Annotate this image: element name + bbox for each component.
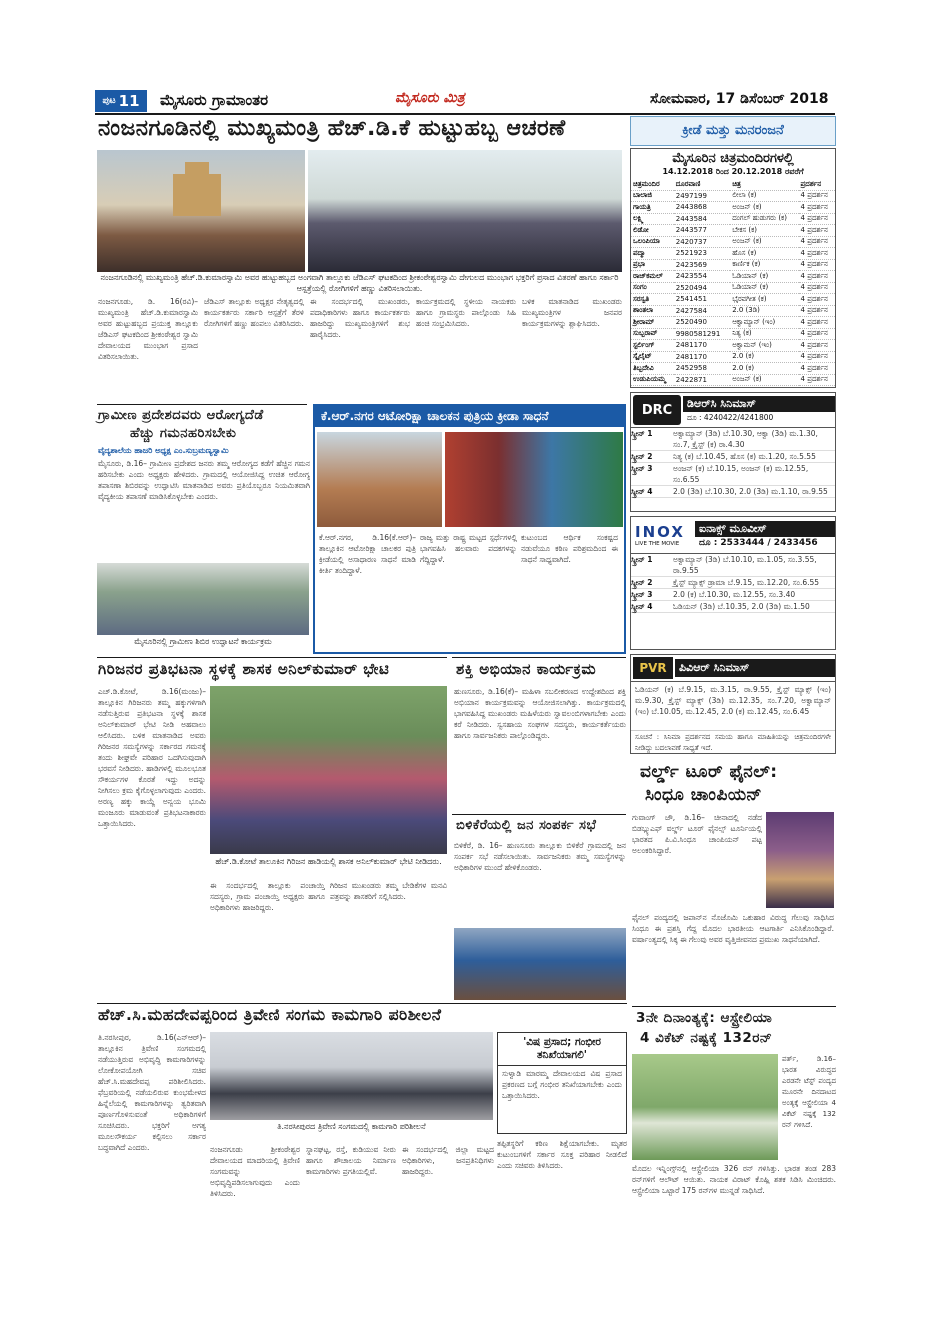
cinema-cell: 2481170 — [674, 340, 730, 352]
cinema-row — [631, 340, 835, 352]
story3-body-col3: ಕುಟುಂಬದ ಆರ್ಥಿಕ ಸಂಕಷ್ಟದ ನಡುವೆಯೂ ಕಠಿಣ ಪರಿಶ್ರಮದಿಂದ ಈ ಸಾಧನೆ ಸಾಧ್ಯವಾಗಿದೆ. — [521, 533, 618, 564]
pvr-panel — [630, 654, 836, 754]
cinema-cell: ಸುಬ್ಬರಾವ್ — [631, 328, 674, 340]
cinema-row — [631, 305, 835, 317]
cinema-cell: 4 ಪ್ರದರ್ಶನ — [799, 294, 835, 306]
inox-logo: INOX — [635, 523, 685, 541]
cinema-cell: 2.0 (3ಡಿ) — [730, 305, 798, 317]
cinema-cell — [799, 386, 835, 389]
cinema-cell: 4 ಪ್ರದರ್ಶನ — [799, 259, 835, 271]
cinema-cell: ಅಂಜನ್ (ಕ) — [730, 374, 798, 386]
cinema-notice: ಸೂಚನೆ : ಸಿನಿಮಾ ಪ್ರದರ್ಶನದ ಸಮಯ ಹಾಗೂ ಮಾಹಿತಿಯನ್ನು ಚಿತ್ರಮಂದಿರಗಳೇ ನೀಡಿದ್ದು ಬದಲಾವಣೆ ಸಾಧ್ಯತೆ ಇದೆ. — [631, 730, 835, 754]
story4-body-col2: ಈ ಸಂದರ್ಭದಲ್ಲಿ ತಾಲ್ಲೂಕು ಪಂಚಾಯ್ತಿ ಸದಸ್ಯರು, ಗ್ರಾಮ ಪಂಚಾಯ್ತಿ ಅಧ್ಯಕ್ಷರು ಹಾಗೂ ಅಧಿಕಾರಿಗಳು ಹಾಜರಿದ್ದರು. — [210, 881, 325, 912]
cinema-list-panel — [630, 148, 836, 388]
hurdles-photo — [317, 432, 442, 527]
cinema-row — [631, 248, 835, 260]
cinema-cell: 2.0 (ಕ) — [730, 351, 798, 363]
cinema-cell: ದಂಗಲ್ ಹುಡುಗರು (ಕ) — [730, 213, 798, 225]
cinema-row — [631, 259, 835, 271]
screen-label: ಸ್ಕ್ರೀನ್ 1 — [631, 429, 653, 438]
cinema-cell: 4 ಪ್ರದರ್ಶನ — [799, 305, 835, 317]
cinema-cell: ಪದ್ಮಾ — [631, 248, 674, 260]
cinema-row — [631, 294, 835, 306]
cinema-cell: 4 ಪ್ರದರ್ಶನ — [799, 328, 835, 340]
sports2-body-intro: ಪರ್ತ್, ಡಿ.16– ಭಾರತ ವಿರುದ್ಧದ ಎರಡನೇ ಟೆಸ್ಟ್ ಪಂದ್ಯದ ಮೂರನೇ ದಿನದಾಟದ ಅಂತ್ಯಕ್ಕೆ ಆಸ್ಟ್ರೇಲಿಯಾ 4 ವಿಕೆಟ್ ನಷ್ಟಕ್ಕೆ 132 ರನ್ ಗಳಿಸಿದೆ. — [782, 1055, 836, 1129]
showtime-row — [631, 463, 835, 486]
pvr-title: ಪಿವಿಆರ್ ಸಿನಿಮಾಸ್ — [675, 659, 835, 677]
screen-shows: 2.0 (ಕ) ಬೆ.10.30, ಮ.12.55, ಸಂ.3.40 — [673, 590, 796, 599]
cinema-col-header: ದೂರವಾಣಿ — [674, 179, 730, 190]
cinema-cell: 4 ಪ್ರದರ್ಶನ — [799, 317, 835, 329]
inox-tagline: LIVE THE MOVIE — [635, 541, 680, 547]
cinema-list-title: ಮೈಸೂರಿನ ಚಿತ್ರಮಂದಿರಗಳಲ್ಲಿ — [672, 151, 794, 166]
lead-caption: ನಂಜನಗೂಡಿನಲ್ಲಿ ಮುಖ್ಯಮಂತ್ರಿ ಹೆಚ್.ಡಿ.ಕುಮಾರಸ್ವಾಮಿ ಅವರ ಹುಟ್ಟುಹಬ್ಬದ ಅಂಗವಾಗಿ ತಾಲ್ಲೂಕು ಜೆಡಿಎಸ್ ಘಟಕದಿಂದ ಶ್ರೀಕಂಠೇಶ್ವರಸ್ವಾಮಿ ದೇಗುಲದ ಮುಂಭಾಗ ಭಕ್ತರಿಗೆ ಪ್ರಸಾದ ವಿತರಣೆ ಹಾಗೂ ಸರ್ಕಾರಿ ಆಸ್ಪತ್ರೆಯಲ್ಲಿ ರೋಗಿಗಳಿಗೆ ಹಣ್ಣು ವಿತರಿಸಲಾಯಿತು. — [100, 273, 619, 293]
cinema-cell: 2427584 — [674, 305, 730, 317]
cinema-cell: 2443584 — [674, 213, 730, 225]
cinema-cell: 2423569 — [674, 259, 730, 271]
cinema-row — [631, 374, 835, 386]
cinema-cell: 2.0 (ಕ) — [730, 363, 798, 375]
cinema-cell: ಶಾಂತಲಾ — [631, 305, 674, 317]
cinema-cell: ಸರಸ್ವತಿ — [631, 294, 674, 306]
cinema-cell: 4 ಪ್ರದರ್ಶನ — [799, 236, 835, 248]
sports2-headline-line2: 4 ವಿಕೆಟ್ ನಷ್ಟಕ್ಕೆ 132ರನ್ — [640, 1030, 773, 1046]
story3-body-col1: ಕೆ.ಆರ್.ನಗರ, ಡಿ.16(ಕೆ.ಆರ್)– ತಾಲ್ಲೂಕಿನ ಆಟೋರಿಕ್ಷಾ ಚಾಲಕರ ಪುತ್ರಿ ಕ್ರೀಡೆಯಲ್ಲಿ ಅಸಾಧಾರಣ ಸಾಧನೆ ಮಾಡಿ ಕೀರ್ತಿ ತಂದಿದ್ದಾಳೆ. — [319, 533, 416, 575]
rule-story7 — [97, 1003, 627, 1004]
cinema-cell: ಪ್ರಭಾ — [631, 259, 674, 271]
inox-phone: ದೂ : 2533444 / 2433456 — [699, 538, 818, 548]
cinema-cell: 4 ಪ್ರದರ್ಶನ — [799, 190, 835, 202]
quote-box — [497, 1032, 627, 1134]
page-number-badge — [95, 90, 147, 112]
sports1-headline-line1: ವರ್ಲ್ಡ್ ಟೂರ್ ಫೈನಲ್: — [640, 762, 778, 782]
sidebar-banner-text: ಕ್ರೀಡೆ ಮತ್ತು ಮನರಂಜನೆ — [682, 123, 784, 138]
page-prefix: ಪುಟ — [102, 96, 116, 106]
showtime-row — [631, 577, 835, 589]
screen-label: ಸ್ಕ್ರೀನ್ 4 — [631, 487, 653, 496]
page-number: 11 — [118, 92, 140, 110]
cinema-cell — [631, 386, 674, 389]
inspection-photo — [210, 1032, 493, 1120]
cinema-cell: ಗಾಯತ್ರಿ — [631, 202, 674, 214]
cinema-row — [631, 202, 835, 214]
screen-label: ಸ್ಕ್ರೀನ್ 2 — [631, 578, 653, 587]
family-photo — [445, 432, 623, 527]
sports2-body: ಮೊದಲ ಇನ್ನಿಂಗ್ಸ್‌ನಲ್ಲಿ ಆಸ್ಟ್ರೇಲಿಯಾ 326 ರನ್ ಗಳಿಸಿತ್ತು. ಭಾರತ ತಂಡ 283 ರನ್‌ಗಳಿಗೆ ಆಲೌಟ್ ಆಯಿತು. ನಾಯಕ ವಿರಾಟ್ ಕೊಹ್ಲಿ ಶತಕ ಸಿಡಿಸಿ ಮಿಂಚಿದರು. ಆಸ್ಟ್ರೇಲಿಯಾ ಒಟ್ಟಾರೆ 175 ರನ್‌ಗಳ ಮುನ್ನಡೆ ಸಾಧಿಸಿದೆ. — [632, 1164, 836, 1195]
cinema-cell: ಶ್ರೀರಾಮ್ — [631, 317, 674, 329]
cinema-cell: 4 ಪ್ರದರ್ಶನ — [799, 213, 835, 225]
cinema-cell: ಸಂಗಂ — [631, 282, 674, 294]
inox-title: ಐನಾಕ್ಸ್ ಮೂವೀಸ್ — [695, 521, 835, 537]
story7-body-col4: ಈ ಸಂದರ್ಭದಲ್ಲಿ ಜಿಲ್ಲಾ ಮಟ್ಟದ ಅಧಿಕಾರಿಗಳು, ಜನಪ್ರತಿನಿಧಿಗಳು ಹಾಜರಿದ್ದರು. — [402, 1145, 494, 1176]
hospital-event-photo — [308, 150, 622, 272]
sindhu-photo — [766, 812, 834, 908]
lead-body-col1: ನಂಜನಗೂಡು, ಡಿ. 16(ರವಿ)– ಮುಖ್ಯಮಂತ್ರಿ ಹೆಚ್.ಡಿ.ಕುಮಾರಸ್ವಾಮಿ ಅವರ ಹುಟ್ಟುಹಬ್ಬದ ಪ್ರಯುಕ್ತ ತಾಲ್ಲೂಕು ಜೆಡಿಎಸ್ ಘಟಕದಿಂದ ಶ್ರೀಕಂಠೇಶ್ವರ ಸ್ವಾಮಿ ದೇವಾಲಯದ ಮುಂಭಾಗ ಪ್ರಸಾದ ವಿತರಿಸಲಾಯಿತು. — [98, 297, 198, 361]
cinema-cell: ಬೇಕಸ (ಕ) — [730, 225, 798, 237]
cinema-cell: 4 ಪ್ರದರ್ಶನ — [799, 351, 835, 363]
lead-body-col2: ಜೆಡಿಎಸ್ ತಾಲ್ಲೂಕು ಅಧ್ಯಕ್ಷರ ನೇತೃತ್ವದಲ್ಲಿ ಕಾರ್ಯಕರ್ತರು ಸರ್ಕಾರಿ ಆಸ್ಪತ್ರೆಗೆ ತೆರಳಿ ರೋಗಿಗಳಿಗೆ ಹಣ್ಣು ಹಂಪಲು ವಿತರಿಸಿದರು. — [204, 297, 304, 328]
screen-shows: ಕ್ರೈಸ್ಟ್ ಮ್ಯಾಕ್ಸ್ ಡ್ರಾಮಾ ಬೆ.9.15, ಮ.12.20, ಸಂ.6.55 — [673, 578, 820, 587]
lead-body-col4: ಕಾರ್ಯಕ್ರಮದಲ್ಲಿ ಸ್ಥಳೀಯ ನಾಯಕರು ಹಾಗೂ ಗ್ರಾಮಸ್ಥರು ಪಾಲ್ಗೊಂಡು ಸಿಹಿ ಹಂಚಿ ಸಂಭ್ರಮಿಸಿದರು. — [416, 297, 516, 328]
cinema-cell: ಓಡಿಯಾನ್ (ಕ) — [730, 271, 798, 283]
cinema-cell: 2443577 — [674, 225, 730, 237]
lead-headline: ನಂಜನಗೂಡಿನಲ್ಲಿ ಮುಖ್ಯಮಂತ್ರಿ ಹೆಚ್.ಡಿ.ಕೆ ಹುಟ್ಟುಹಬ್ಬ ಆಚರಣೆ — [98, 116, 566, 141]
story2-body: ಮೈಸೂರು, ಡಿ.16– ಗ್ರಾಮೀಣ ಪ್ರದೇಶದ ಜನರು ತಮ್ಮ ಆರೋಗ್ಯದ ಕಡೆಗೆ ಹೆಚ್ಚಿನ ಗಮನ ಹರಿಸಬೇಕು ಎಂದು ಅಧ್ಯಕ್ಷರು ಹೇಳಿದರು. ಗ್ರಾಮದಲ್ಲಿ ಆಯೋಜಿಸಿದ್ದ ಉಚಿತ ಆರೋಗ್ಯ ತಪಾಸಣಾ ಶಿಬಿರವನ್ನು ಉದ್ಘಾಟಿಸಿ ಮಾತನಾಡಿದ ಅವರು ಪ್ರತಿಯೊಬ್ಬರೂ ನಿಯಮಿತವಾಗಿ ವೈದ್ಯಕೀಯ ತಪಾಸಣೆ ಮಾಡಿಸಿಕೊಳ್ಳಬೇಕು ಎಂದರು. — [98, 459, 310, 501]
story3-body-col2: ರಾಜ್ಯ ಮತ್ತು ರಾಷ್ಟ್ರ ಮಟ್ಟದ ಸ್ಪರ್ಧೆಗಳಲ್ಲಿ ಭಾಗವಹಿಸಿ ಹಲವಾರು ಪದಕಗಳನ್ನು ಗೆದ್ದಿದ್ದಾಳೆ. — [420, 533, 517, 564]
inox-showtimes — [631, 554, 835, 613]
story2-headline-line2: ಹೆಚ್ಚು ಗಮನಹರಿಸಬೇಕು — [130, 426, 237, 441]
cinema-cell: 2423554 — [674, 271, 730, 283]
cinema-col-header: ಚಿತ್ರಮಂದಿರ — [631, 179, 674, 190]
story7-body-col3: ಸ್ನಾನಘಟ್ಟ, ರಸ್ತೆ, ಕುಡಿಯುವ ನೀರು ಹಾಗೂ ಶೌಚಾಲಯ ನಿರ್ಮಾಣ ಕಾಮಗಾರಿಗಳು ಪ್ರಗತಿಯಲ್ಲಿವೆ. — [306, 1145, 396, 1176]
drc-title: ಡಿಆರ್‌ಸಿ ಸಿನಿಮಾಸ್ — [683, 396, 835, 412]
cinema-row — [631, 363, 835, 375]
masthead: ಮೈಸೂರು ಮಿತ್ರ — [395, 90, 465, 106]
cinema-cell: ಭೈರವಗೀತ (ಕ) — [730, 294, 798, 306]
story4-caption: ಹೆಚ್.ಡಿ.ಕೋಟೆ ತಾಲೂಕಿನ ಗಿರಿಜನ ಹಾಡಿಯಲ್ಲಿ ಶಾಸಕ ಅನಿಲ್‌ಕುಮಾರ್ ಭೇಟಿ ನೀಡಿದರು. — [215, 857, 442, 866]
cinema-cell: 4 ಪ್ರದರ್ಶನ — [799, 248, 835, 260]
cinema-cell: 2481170 — [674, 351, 730, 363]
cinema-cell: 2520494 — [674, 282, 730, 294]
cinema-cell: ಅಕ್ವಾಮನ್ (ಇಂ) — [730, 340, 798, 352]
screen-shows: ನಿತ್ಯ (ಕ) ಬೆ.10.45, ಹೊಸ (ಕ) ಮ.1.20, ಸಂ.5.55 — [673, 452, 816, 461]
quote-box-body: ಸುಳ್ವಾಡಿ ಮಾರಮ್ಮ ದೇವಾಲಯದ ವಿಷ ಪ್ರಸಾದ ಪ್ರಕರಣದ ಬಗ್ಗೆ ಗಂಭೀರ ತನಿಖೆಯಾಗಬೇಕು ಎಂದು ಒತ್ತಾಯಿಸಿದರು. — [502, 1069, 622, 1100]
story4-headline: ಗಿರಿಜನರ ಪ್ರತಿಭಟನಾ ಸ್ಥಳಕ್ಕೆ ಶಾಸಕ ಅನಿಲ್‌ಕುಮಾರ್ ಭೇಟಿ — [98, 660, 390, 678]
cinema-cell: 4 ಪ್ರದರ್ಶನ — [799, 202, 835, 214]
cinema-cell: ಲಕ್ಷ್ಮಿ — [631, 213, 674, 225]
showtime-row — [631, 451, 835, 463]
cinema-cell: 2521923 — [674, 248, 730, 260]
cinema-row — [631, 213, 835, 225]
cinema-row — [631, 386, 835, 389]
pvr-logo: PVR — [633, 657, 673, 679]
cinema-cell: 2420737 — [674, 236, 730, 248]
story6-headline: ಬಿಳಿಕೆರೆಯಲ್ಲಿ ಜನ ಸಂಪರ್ಕ ಸಭೆ — [456, 818, 597, 833]
cinema-cell: 2422871 — [674, 374, 730, 386]
cinema-row — [631, 190, 835, 202]
cinema-cell: 2443868 — [674, 202, 730, 214]
story4-body-col3: ಗಿರಿಜನ ಮುಖಂಡರು ತಮ್ಮ ಬೇಡಿಕೆಗಳ ಮನವಿ ಪತ್ರವನ್ನು ಶಾಸಕರಿಗೆ ಸಲ್ಲಿಸಿದರು. — [330, 881, 447, 901]
story7-headline: ಹೆಚ್.ಸಿ.ಮಹದೇವಪ್ಪರಿಂದ ತ್ರಿವೇಣಿ ಸಂಗಮ ಕಾಮಗಾರಿ ಪರಿಶೀಲನೆ — [98, 1006, 442, 1024]
cinema-cell: ನಿತ್ಯ (ಕ) — [730, 328, 798, 340]
cinema-cell: 4 ಪ್ರದರ್ಶನ — [799, 374, 835, 386]
story3-headline: ಕೆ.ಆರ್.ನಗರ ಆಟೋರಿಕ್ಷಾ ಚಾಲಕನ ಪುತ್ರಿಯ ಕ್ರೀಡಾ ಸಾಧನೆ — [315, 406, 624, 427]
cinema-cell: ಆಕ್ವಾಮ್ಯಾನ್ (ಇಂ) — [730, 317, 798, 329]
drc-panel — [630, 392, 836, 512]
screen-label: ಸ್ಕ್ರೀನ್ 4 — [631, 602, 653, 611]
screen-label: ಸ್ಕ್ರೀನ್ 2 — [631, 452, 653, 461]
cinema-col-header: ಪ್ರದರ್ಶನ — [799, 179, 835, 190]
drc-showtimes — [631, 428, 835, 498]
screen-label: ಸ್ಕ್ರೀನ್ 3 — [631, 464, 653, 473]
cinema-cell: 2541451 — [674, 294, 730, 306]
cinema-cell: 9980581291 — [674, 328, 730, 340]
story4-body: ಎಚ್.ಡಿ.ಕೋಟೆ, ಡಿ.16(ಮಂಜು)– ತಾಲ್ಲೂಕಿನ ಗಿರಿಜನರು ತಮ್ಮ ಹಕ್ಕುಗಳಿಗಾಗಿ ನಡೆಸುತ್ತಿರುವ ಪ್ರತಿಭಟನಾ ಸ್ಥಳಕ್ಕೆ ಶಾಸಕ ಅನಿಲ್‌ಕುಮಾರ್ ಭೇಟಿ ನೀಡಿ ಅಹವಾಲು ಆಲಿಸಿದರು. ಬಳಿಕ ಮಾತನಾಡಿದ ಅವರು ಗಿರಿಜನರ ಸಮಸ್ಯೆಗಳನ್ನು ಸರ್ಕಾರದ ಗಮನಕ್ಕೆ ತಂದು ಶೀಘ್ರವೇ ಪರಿಹಾರ ಒದಗಿಸುವುದಾಗಿ ಭರವಸೆ ನೀಡಿದರು. ಹಾಡಿಗಳಲ್ಲಿ ಮೂಲಭೂತ ಸೌಕರ್ಯಗಳ ಕೊರತೆ ಇದ್ದು ಅದನ್ನು ನೀಗಿಸಲು ಕ್ರಮ ಕೈಗೊಳ್ಳಲಾಗುವುದು ಎಂದರು. ಅರಣ್ಯ ಹಕ್ಕು ಕಾಯ್ದೆ ಅನ್ವಯ ಭೂಮಿ ಮಂಜೂರು ಮಾಡುವಂತೆ ಪ್ರತಿಭಟನಾಕಾರರು ಒತ್ತಾಯಿಸಿದರು. — [98, 687, 206, 828]
cinema-cell: 2452958 — [674, 363, 730, 375]
cinema-row — [631, 282, 835, 294]
cinema-cell — [730, 386, 798, 389]
sidebar-banner — [630, 116, 836, 146]
story2-headline-line1: ಗ್ರಾಮೀಣ ಪ್ರದೇಶದವರು ಆರೋಗ್ಯದೆಡೆ — [98, 408, 264, 423]
story5-body: ಹುಣಸೂರು, ಡಿ.16(ಕೆ)– ಮಹಿಳಾ ಸಬಲೀಕರಣದ ಉದ್ದೇಶದಿಂದ ಶಕ್ತಿ ಅಭಿಯಾನ ಕಾರ್ಯಕ್ರಮವನ್ನು ಆಯೋಜಿಸಲಾಗಿತ್ತು. ಕಾರ್ಯಕ್ರಮದಲ್ಲಿ ಭಾಗವಹಿಸಿದ್ದ ಮುಖಂಡರು ಮಹಿಳೆಯರು ಸ್ವಾವಲಂಬಿಗಳಾಗಬೇಕು ಎಂದು ಕರೆ ನೀಡಿದರು. ಸ್ವಸಹಾಯ ಸಂಘಗಳ ಸದಸ್ಯರು, ಕಾರ್ಯಕರ್ತೆಯರು ಹಾಗೂ ಸಾರ್ವಜನಿಕರು ಪಾಲ್ಗೊಂಡಿದ್ದರು. — [454, 687, 626, 740]
story7-caption: ತಿ.ನರಸೀಪುರದ ತ್ರಿವೇಣಿ ಸಂಗಮದಲ್ಲಿ ಕಾಮಗಾರಿ ಪರಿಶೀಲನೆ — [277, 1122, 426, 1131]
screen-shows: ಅಕ್ವಾಮ್ಯಾನ್ (3ಡಿ) ಬೆ.10.30, ಆಕ್ವಾ (3ಡಿ) ಮ.1.30, ಸಂ.7, ಕ್ರೈಸ್ಟ್ (ಕ) ರಾ.4.30 — [673, 429, 818, 449]
drc-phone: ದೂ : 4240422/4241800 — [687, 413, 774, 422]
lead-body-col5: ಬಳಿಕ ಮಾತನಾಡಿದ ಮುಖಂಡರು ಮುಖ್ಯಮಂತ್ರಿಗಳ ಜನಪರ ಕಾರ್ಯಕ್ರಮಗಳನ್ನು ಶ್ಲಾಘಿಸಿದರು. — [522, 297, 622, 328]
cinema-cell: 4 ಪ್ರದರ್ಶನ — [799, 363, 835, 375]
cinema-cell: ಸ್ಟರ್ಲಿಂಗ್ — [631, 340, 674, 352]
showtime-row — [631, 428, 835, 451]
story7-body-col5: ತಪ್ಪಿತಸ್ಥರಿಗೆ ಕಠಿಣ ಶಿಕ್ಷೆಯಾಗಬೇಕು. ಮೃತರ ಕುಟುಂಬಗಳಿಗೆ ಸರ್ಕಾರ ಸೂಕ್ತ ಪರಿಹಾರ ನೀಡಲಿದೆ ಎಂದು ಸಚಿವರು ತಿಳಿಸಿದರು. — [497, 1139, 627, 1170]
inox-panel — [630, 516, 836, 650]
pvr-showtimes: ಓಡಿಯನ್ (ಕ) ಬೆ.9.15, ಮ.3.15, ರಾ.9.55, ಕ್ರೈಸ್ಟ್ ಮ್ಯಾಕ್ಸ್ (ಇಂ) ಮ.9.30, ಕ್ರೈಸ್ಟ್ ಮ್ಯಾಕ್ಸ್ (3ಡಿ) ಮ.12.35, ಸಂ.7.20, ಅಕ್ವಾಮ್ಯಾನ್ (ಇಂ) ಬೆ.10.05, ಮ.12.45, 2.0 (ಕ) ಮ.12.45, ಸಂ.6.45 — [635, 685, 831, 716]
screen-shows: ಅಕ್ವಾಮ್ಯಾನ್ (3ಡಿ) ಬೆ.10.10, ಮ.1.05, ಸಂ.3.55, ರಾ.9.55 — [673, 555, 817, 575]
rule-sports2 — [632, 1006, 836, 1007]
rule-story5 — [452, 657, 626, 658]
issue-date: ಸೋಮವಾರ, 17 ಡಿಸೆಂಬರ್ 2018 — [650, 91, 829, 107]
story6-body: ಬಿಳಿಕೆರೆ, ಡಿ. 16– ಹುಣಸೂರು ತಾಲ್ಲೂಕು ಬಿಳಿಕೆರೆ ಗ್ರಾಮದಲ್ಲಿ ಜನ ಸಂಪರ್ಕ ಸಭೆ ನಡೆಸಲಾಯಿತು. ಸಾರ್ವಜನಿಕರು ತಮ್ಮ ಸಮಸ್ಯೆಗಳನ್ನು ಅಧಿಕಾರಿಗಳ ಮುಂದೆ ಹೇಳಿಕೊಂಡರು. — [454, 841, 626, 872]
screen-shows: ಓಡಿಯನ್ (3ಡಿ) ಬೆ.10.35, 2.0 (3ಡಿ) ಮ.1.50 — [673, 602, 810, 611]
cinema-row — [631, 351, 835, 363]
cinema-cell — [674, 386, 730, 389]
cinema-cell: 4 ಪ್ರದರ್ಶನ — [799, 225, 835, 237]
screen-label: ಸ್ಕ್ರೀನ್ 3 — [631, 590, 653, 599]
cinema-cell: ಲೀಲಾ (ಕ) — [730, 190, 798, 202]
cinema-row — [631, 317, 835, 329]
rule-story2 — [97, 404, 307, 405]
health-camp-photo — [97, 563, 309, 635]
cinema-row — [631, 236, 835, 248]
cinema-cell: ಕಾರ್ಣಿಕ (ಕ) — [730, 259, 798, 271]
showtime-row — [631, 601, 835, 613]
sports2-headline-line1: 3ನೇ ದಿನಾಂತ್ಯಕ್ಕೆ: ಆಸ್ಟ್ರೇಲಿಯಾ — [636, 1010, 773, 1026]
sports1-headline-line2: ಸಿಂಧೂ ಚಾಂಪಿಯನ್ — [645, 785, 763, 805]
cinema-cell: ಒಲಂಪಿಯಾ — [631, 236, 674, 248]
cinema-col-header: ಚಿತ್ರ — [730, 179, 798, 190]
screen-label: ಸ್ಕ್ರೀನ್ 1 — [631, 555, 653, 564]
showtime-row — [631, 486, 835, 498]
cinema-row — [631, 271, 835, 283]
story5-headline: ಶಕ್ತಿ ಅಭಿಯಾನ ಕಾರ್ಯಕ್ರಮ — [456, 660, 597, 678]
story2-byline: ವೈದ್ಯಶಾಲೆಯ ಹಾಜರಿ ಅಧ್ಯಕ್ಷ ಎಂ.ಸುಬ್ರಮಣ್ಯಸ್ವಾಮಿ — [98, 446, 229, 455]
cinema-cell: ಲಿಡೋ — [631, 225, 674, 237]
screen-shows: ಅಂಜನ್ (ಕ) ಬೆ.10.15, ಅಂಜನ್ (ಕ) ಮ.12.55, ಸಂ.6.55 — [673, 464, 809, 484]
cinema-row — [631, 328, 835, 340]
cinema-cell: ರಾಜ್‌ಕಮಲ್ — [631, 271, 674, 283]
quote-box-title: 'ವಿಷ ಪ್ರಸಾದ; ಗಂಭೀರ ತನಿಖೆಯಾಗಲಿ' — [498, 1033, 626, 1066]
story7-body-col2: ನಂಜನಗೂಡು ಶ್ರೀಕಂಠೇಶ್ವರ ದೇವಾಲಯದ ಮಾದರಿಯಲ್ಲಿ ತ್ರಿವೇಣಿ ಸಂಗಮವನ್ನು ಅಭಿವೃದ್ಧಿಪಡಿಸಲಾಗುವುದು ಎಂದು ತಿಳಿಸಿದರು. — [210, 1145, 300, 1198]
lead-body-col3: ಈ ಸಂದರ್ಭದಲ್ಲಿ ಮುಖಂಡರು, ಪದಾಧಿಕಾರಿಗಳು ಹಾಗೂ ಕಾರ್ಯಕರ್ತರು ಹಾಜರಿದ್ದು ಮುಖ್ಯಮಂತ್ರಿಗಳಿಗೆ ಶುಭ ಹಾರೈಸಿದರು. — [310, 297, 410, 339]
cinema-cell: ಹೊಸ (ಕ) — [730, 248, 798, 260]
cinema-cell: ಸ್ಕೈಲೈಟ್ — [631, 351, 674, 363]
header-rule — [95, 113, 835, 115]
cinema-list-dates: 14.12.2018 ರಿಂದ 20.12.2018 ರವರೆಗೆ — [662, 167, 804, 176]
showtime-row — [631, 589, 835, 601]
meeting-photo — [454, 928, 626, 1000]
temple-photo — [97, 150, 305, 272]
cinema-cell: ಅಂಜನ್ (ಕ) — [730, 202, 798, 214]
cricket-photo — [632, 1054, 778, 1160]
cinema-cell: 2497199 — [674, 190, 730, 202]
rule-story4 — [97, 657, 447, 658]
cinema-cell: ಅಂಜನ್ (ಕ) — [730, 236, 798, 248]
cinema-cell: ಓಡಿಯಾನ್ (ಕ) — [730, 282, 798, 294]
sports1-body: ಫೈನಲ್ ಪಂದ್ಯದಲ್ಲಿ ಜಪಾನ್‌ನ ನೊಜೊಮಿ ಒಕುಹಾರ ವಿರುದ್ಧ ಗೆಲುವು ಸಾಧಿಸಿದ ಸಿಂಧೂ ಈ ಪ್ರಶಸ್ತಿ ಗೆದ್ದ ಮೊದಲ ಭಾರತೀಯ ಆಟಗಾರ್ತಿ ಎನಿಸಿಕೊಂಡಿದ್ದಾರೆ. ವರ್ಷಾಂತ್ಯದಲ್ಲಿ ಸಿಕ್ಕ ಈ ಗೆಲುವು ಅವರ ವೃತ್ತಿಜೀವನದ ಪ್ರಮುಖ ಸಾಧನೆಯಾಗಿದೆ. — [632, 913, 834, 944]
cinema-cell: 2520490 — [674, 317, 730, 329]
story7-body-col1: ತಿ.ನರಸೀಪುರ, ಡಿ.16(ಎನ್ಆರ್)– ತಾಲ್ಲೂಕಿನ ತ್ರಿವೇಣಿ ಸಂಗಮದಲ್ಲಿ ನಡೆಯುತ್ತಿರುವ ಅಭಿವೃದ್ಧಿ ಕಾಮಗಾರಿಗಳನ್ನು ಲೋಕೋಪಯೋಗಿ ಸಚಿವ ಹೆಚ್.ಸಿ.ಮಹದೇವಪ್ಪ ಪರಿಶೀಲಿಸಿದರು. ಫೆಬ್ರವರಿಯಲ್ಲಿ ನಡೆಯಲಿರುವ ಕುಂಭಮೇಳದ ಹಿನ್ನೆಲೆಯಲ್ಲಿ ಕಾಮಗಾರಿಗಳನ್ನು ತ್ವರಿತವಾಗಿ ಪೂರ್ಣಗೊಳಿಸುವಂತೆ ಅಧಿಕಾರಿಗಳಿಗೆ ಸೂಚಿಸಿದರು. ಭಕ್ತರಿಗೆ ಅಗತ್ಯ ಮೂಲಸೌಕರ್ಯ ಕಲ್ಪಿಸಲು ಸರ್ಕಾರ ಬದ್ಧವಾಗಿದೆ ಎಂದರು. — [98, 1033, 206, 1152]
cinema-row — [631, 225, 835, 237]
story2-caption: ಮೈಸೂರಿನಲ್ಲಿ ಗ್ರಾಮೀಣ ಶಿಬಿರ ಉದ್ಘಾಟನೆ ಕಾರ್ಯಕ್ರಮ — [134, 637, 272, 646]
cinema-cell: ಬಾಲಾಜಿ — [631, 190, 674, 202]
section-title: ಮೈಸೂರು ಗ್ರಾಮಾಂತರ — [160, 91, 269, 109]
story3-box — [313, 404, 626, 654]
cinema-cell: 4 ಪ್ರದರ್ಶನ — [799, 271, 835, 283]
rule-story6 — [452, 814, 626, 815]
screen-shows: 2.0 (3ಡಿ) ಬೆ.10.30, 2.0 (3ಡಿ) ಮ.1.10, ರಾ.9.55 — [673, 487, 828, 496]
cinema-list-table — [631, 179, 835, 388]
showtime-row — [631, 554, 835, 577]
cinema-cell: 4 ಪ್ರದರ್ಶನ — [799, 282, 835, 294]
cinema-cell: ತಿಬ್ಬದೇವಿ — [631, 363, 674, 375]
sports1-body-intro: ಗುವಾಂಗ್ ಜೌ, ಡಿ.16– ಚೀನಾದಲ್ಲಿ ನಡೆದ ಬಿಡಬ್ಲ್ಯುಎಫ್ ವರ್ಲ್ಡ್ ಟೂರ್ ಫೈನಲ್ಸ್ ಟೂರ್ನಿಯಲ್ಲಿ ಭಾರತದ ಪಿ.ವಿ.ಸಿಂಧೂ ಚಾಂಪಿಯನ್ ಪಟ್ಟ ಅಲಂಕರಿಸಿದ್ದಾರೆ. — [632, 813, 762, 855]
cinema-cell: ಉಡುಪಿಯಮ್ಮ — [631, 374, 674, 386]
protest-photo — [210, 686, 447, 854]
drc-logo: DRC — [633, 395, 681, 425]
cinema-cell: 4 ಪ್ರದರ್ಶನ — [799, 340, 835, 352]
